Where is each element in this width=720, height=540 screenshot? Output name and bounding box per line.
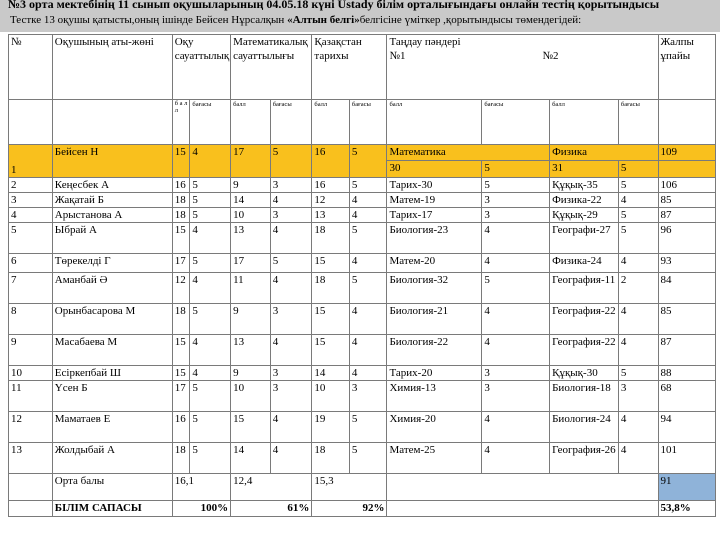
cell-name: Арыстанова А xyxy=(52,208,172,223)
cell-lit-g: 4 xyxy=(190,335,231,366)
cell-math-g: 3 xyxy=(270,366,312,381)
cell-no: 4 xyxy=(9,208,53,223)
cell-no: 10 xyxy=(9,366,53,381)
cell-el1: Матем-25 xyxy=(387,443,482,474)
cell-lit-g: 5 xyxy=(190,193,231,208)
cell-el2: География-11 xyxy=(550,273,619,304)
cell-math-g: 3 xyxy=(270,178,312,193)
grade-head: бағасы xyxy=(190,100,231,145)
cell-el2-g: 2 xyxy=(618,273,658,304)
report-title: №3 орта мектебінің 11 сынып оқушыларының 04.05.18 күні Ustady білім орталығындағы онлайн тестің қорытындысы xyxy=(0,0,720,12)
cell-hist-g: 4 xyxy=(349,208,387,223)
cell-math: 14 xyxy=(231,193,271,208)
cell-lit-g: 4 xyxy=(190,273,231,304)
cell-lit: 15 xyxy=(172,335,190,366)
cell-total: 94 xyxy=(658,412,715,443)
cell-math: 15 xyxy=(231,412,271,443)
cell-hist: 14 xyxy=(312,366,350,381)
cell-el2-g: 4 xyxy=(618,412,658,443)
cell-el1-g: 4 xyxy=(482,412,550,443)
cell-math: 13 xyxy=(231,335,271,366)
grade-head: бағасы xyxy=(270,100,312,145)
table-row xyxy=(9,223,716,254)
cell-hist: 13 xyxy=(312,208,350,223)
cell-el1: Матем-20 xyxy=(387,254,482,273)
score-head: балл xyxy=(312,100,350,145)
avg-row: Орта балы 16,1 12,4 15,3 91 xyxy=(9,474,716,501)
table-row xyxy=(9,273,716,304)
cell-hist-g: 5 xyxy=(349,443,387,474)
cell-math-g: 4 xyxy=(270,273,312,304)
col-elective xyxy=(387,35,658,100)
table-row xyxy=(9,443,716,474)
cell-el2: География-26 xyxy=(550,443,619,474)
cell-el1: Химия-13 xyxy=(387,381,482,412)
cell-lit-g: 4 xyxy=(190,366,231,381)
cell-hist-g: 5 xyxy=(349,273,387,304)
header-row-1 xyxy=(9,35,716,100)
cell-hist: 19 xyxy=(312,412,350,443)
cell-el1: Химия-20 xyxy=(387,412,482,443)
cell-lit: 18 xyxy=(172,443,190,474)
cell-name: Ыбрай А xyxy=(52,223,172,254)
cell-math: 13 xyxy=(231,223,271,254)
cell-math-g: 3 xyxy=(270,208,312,223)
cell-no: 7 xyxy=(9,273,53,304)
grade-head: бағасы xyxy=(618,100,658,145)
cell-el2-g: 3 xyxy=(618,381,658,412)
cell-el2: Құқық-29 xyxy=(550,208,619,223)
table-row xyxy=(9,366,716,381)
col-el1: №1 xyxy=(389,50,406,62)
col-total: Жалпы ұпайы xyxy=(658,35,715,100)
cell-el1: Биология-23 xyxy=(387,223,482,254)
cell-no: 12 xyxy=(9,412,53,443)
cell-el2-g: 4 xyxy=(618,335,658,366)
cell-el1-g: 5 xyxy=(482,178,550,193)
cell-total: 101 xyxy=(658,443,715,474)
cell-el2-g: 4 xyxy=(618,443,658,474)
cell-el2-g: 5 xyxy=(618,366,658,381)
cell-hist: 12 xyxy=(312,193,350,208)
cell-el2: География-22 xyxy=(550,335,619,366)
cell-lit: 16 xyxy=(172,412,190,443)
cell-math-g: 4 xyxy=(270,443,312,474)
cell-math: 11 xyxy=(231,273,271,304)
header-row-2 xyxy=(9,100,716,145)
cell-lit-g: 5 xyxy=(190,178,231,193)
col-el2: №2 xyxy=(542,50,559,62)
subtitle-post: белгісіне үміткер ,қорытындысы төмендегідей: xyxy=(359,14,582,26)
cell-total: 84 xyxy=(658,273,715,304)
cell-el2-g: 5 xyxy=(618,178,658,193)
cell-total: 68 xyxy=(658,381,715,412)
score-head: балл xyxy=(231,100,271,145)
cell-el2: Құқық-35 xyxy=(550,178,619,193)
cell-lit-g: 5 xyxy=(190,208,231,223)
cell-total: 93 xyxy=(658,254,715,273)
cell-el2: Физика-22 xyxy=(550,193,619,208)
col-literacy: Оқу сауаттылық xyxy=(172,35,230,100)
cell-lit: 18 xyxy=(172,193,190,208)
cell-total: 85 xyxy=(658,304,715,335)
grade-head: бағасы xyxy=(349,100,387,145)
table-row xyxy=(9,335,716,366)
cell-el1-g: 5 xyxy=(482,273,550,304)
cell-hist-g: 4 xyxy=(349,366,387,381)
cell-no: 3 xyxy=(9,193,53,208)
cell-lit-g: 4 xyxy=(190,223,231,254)
cell-name: Масабаева М xyxy=(52,335,172,366)
cell-math-g: 4 xyxy=(270,193,312,208)
cell-el2-g: 5 xyxy=(618,223,658,254)
cell-name: Үсен Б xyxy=(52,381,172,412)
cell-no: 6 xyxy=(9,254,53,273)
cell-hist-g: 4 xyxy=(349,335,387,366)
cell-no: 5 xyxy=(9,223,53,254)
cell-total: 96 xyxy=(658,223,715,254)
cell-lit: 16 xyxy=(172,178,190,193)
subtitle-bold: «Алтын белгі» xyxy=(287,14,360,26)
cell-math: 9 xyxy=(231,366,271,381)
cell-name: Жолдыбай А xyxy=(52,443,172,474)
cell-el2-g: 4 xyxy=(618,304,658,335)
table-row xyxy=(9,304,716,335)
cell-hist-g: 5 xyxy=(349,412,387,443)
cell-el1: Биология-21 xyxy=(387,304,482,335)
cell-el1-g: 3 xyxy=(482,366,550,381)
cell-hist: 15 xyxy=(312,304,350,335)
cell-el2: Географи-27 xyxy=(550,223,619,254)
cell-lit-g: 5 xyxy=(190,443,231,474)
cell-total: 87 xyxy=(658,208,715,223)
cell-lit: 17 xyxy=(172,254,190,273)
cell-no: 11 xyxy=(9,381,53,412)
cell-total: 87 xyxy=(658,335,715,366)
cell-math: 17 xyxy=(231,254,271,273)
cell-hist-g: 4 xyxy=(349,193,387,208)
cell-name: Төрекелді Г xyxy=(52,254,172,273)
score-head: балл xyxy=(550,100,619,145)
cell-name: Кеңесбек А xyxy=(52,178,172,193)
cell-el2: Биология-18 xyxy=(550,381,619,412)
cell-math-g: 4 xyxy=(270,412,312,443)
col-name: Оқушының аты-жөні xyxy=(52,35,172,100)
cell-lit-g: 5 xyxy=(190,254,231,273)
cell-hist-g: 4 xyxy=(349,254,387,273)
subtitle-pre: Тестке 13 оқушы қатысты,оның ішінде Бейсен Нұрсалқын xyxy=(10,14,288,26)
cell-lit-g: 5 xyxy=(190,381,231,412)
cell-hist-g: 5 xyxy=(349,223,387,254)
cell-total: 106 xyxy=(658,178,715,193)
cell-el2: Физика-24 xyxy=(550,254,619,273)
cell-math: 10 xyxy=(231,381,271,412)
cell-math-g: 3 xyxy=(270,381,312,412)
cell-no: 9 xyxy=(9,335,53,366)
cell-name: Орынбасарова М xyxy=(52,304,172,335)
cell-name: Жақатай Б xyxy=(52,193,172,208)
cell-el2: География-22 xyxy=(550,304,619,335)
cell-el1-g: 3 xyxy=(482,193,550,208)
cell-math-g: 4 xyxy=(270,335,312,366)
cell-el1: Тарих-17 xyxy=(387,208,482,223)
cell-total: 88 xyxy=(658,366,715,381)
results-table xyxy=(8,34,716,517)
cell-hist-g: 4 xyxy=(349,304,387,335)
cell-math: 14 xyxy=(231,443,271,474)
cell-hist-g: 5 xyxy=(349,178,387,193)
cell-el1-g: 4 xyxy=(482,223,550,254)
table-row-first-a: 1 Бейсен Н 15 4 17 5 16 5 Математика Физика 109 xyxy=(9,145,716,161)
cell-name: Маматаев Е xyxy=(52,412,172,443)
cell-el1: Тарих-20 xyxy=(387,366,482,381)
cell-el2-g: 4 xyxy=(618,254,658,273)
cell-lit-g: 5 xyxy=(190,412,231,443)
table-row xyxy=(9,254,716,273)
report-subtitle xyxy=(0,12,720,32)
cell-hist-g: 3 xyxy=(349,381,387,412)
cell-hist: 18 xyxy=(312,223,350,254)
cell-el1: Тарих-30 xyxy=(387,178,482,193)
cell-total: 85 xyxy=(658,193,715,208)
cell-el2: Құқық-30 xyxy=(550,366,619,381)
col-no: № xyxy=(9,35,53,100)
cell-lit: 15 xyxy=(172,366,190,381)
cell-hist: 15 xyxy=(312,335,350,366)
cell-hist: 18 xyxy=(312,273,350,304)
cell-el1-g: 4 xyxy=(482,443,550,474)
table-row xyxy=(9,381,716,412)
cell-el1-g: 4 xyxy=(482,335,550,366)
cell-el2-g: 4 xyxy=(618,193,658,208)
cell-lit: 18 xyxy=(172,208,190,223)
cell-el1-g: 3 xyxy=(482,208,550,223)
cell-no: 2 xyxy=(9,178,53,193)
grade-head: бағасы xyxy=(482,100,550,145)
cell-el1-g: 4 xyxy=(482,254,550,273)
cell-math-g: 5 xyxy=(270,254,312,273)
cell-name: Есіркепбай Ш xyxy=(52,366,172,381)
cell-el2: Биология-24 xyxy=(550,412,619,443)
cell-lit-g: 5 xyxy=(190,304,231,335)
cell-el1: Биология-22 xyxy=(387,335,482,366)
col-history: Қазақстан тарихы xyxy=(312,35,387,100)
quality-row: БІЛІМ САПАСЫ 100% 61% 92% 53,8% xyxy=(9,501,716,517)
col-math: Математикалық сауаттылығы xyxy=(231,35,312,100)
cell-lit: 12 xyxy=(172,273,190,304)
cell-el1: Биология-32 xyxy=(387,273,482,304)
cell-hist: 10 xyxy=(312,381,350,412)
score-vert: б а л л xyxy=(172,100,190,145)
table-row-first-b: 30 5 31 5 xyxy=(9,161,716,178)
cell-math: 10 xyxy=(231,208,271,223)
cell-el1-g: 3 xyxy=(482,381,550,412)
cell-el1: Матем-19 xyxy=(387,193,482,208)
cell-math: 9 xyxy=(231,304,271,335)
table-row xyxy=(9,178,716,193)
cell-math: 9 xyxy=(231,178,271,193)
cell-el2-g: 5 xyxy=(618,208,658,223)
score-head: балл xyxy=(387,100,482,145)
cell-hist: 16 xyxy=(312,178,350,193)
cell-el1-g: 4 xyxy=(482,304,550,335)
cell-lit: 18 xyxy=(172,304,190,335)
table-row xyxy=(9,412,716,443)
cell-hist: 15 xyxy=(312,254,350,273)
cell-name: Аманбай Ә xyxy=(52,273,172,304)
cell-math-g: 4 xyxy=(270,223,312,254)
cell-math-g: 3 xyxy=(270,304,312,335)
table-row xyxy=(9,208,716,223)
col-elective-title: Таңдау пәндері xyxy=(389,36,461,48)
cell-lit: 17 xyxy=(172,381,190,412)
table-row xyxy=(9,193,716,208)
cell-hist: 18 xyxy=(312,443,350,474)
cell-no: 8 xyxy=(9,304,53,335)
cell-lit: 15 xyxy=(172,223,190,254)
cell-no: 13 xyxy=(9,443,53,474)
